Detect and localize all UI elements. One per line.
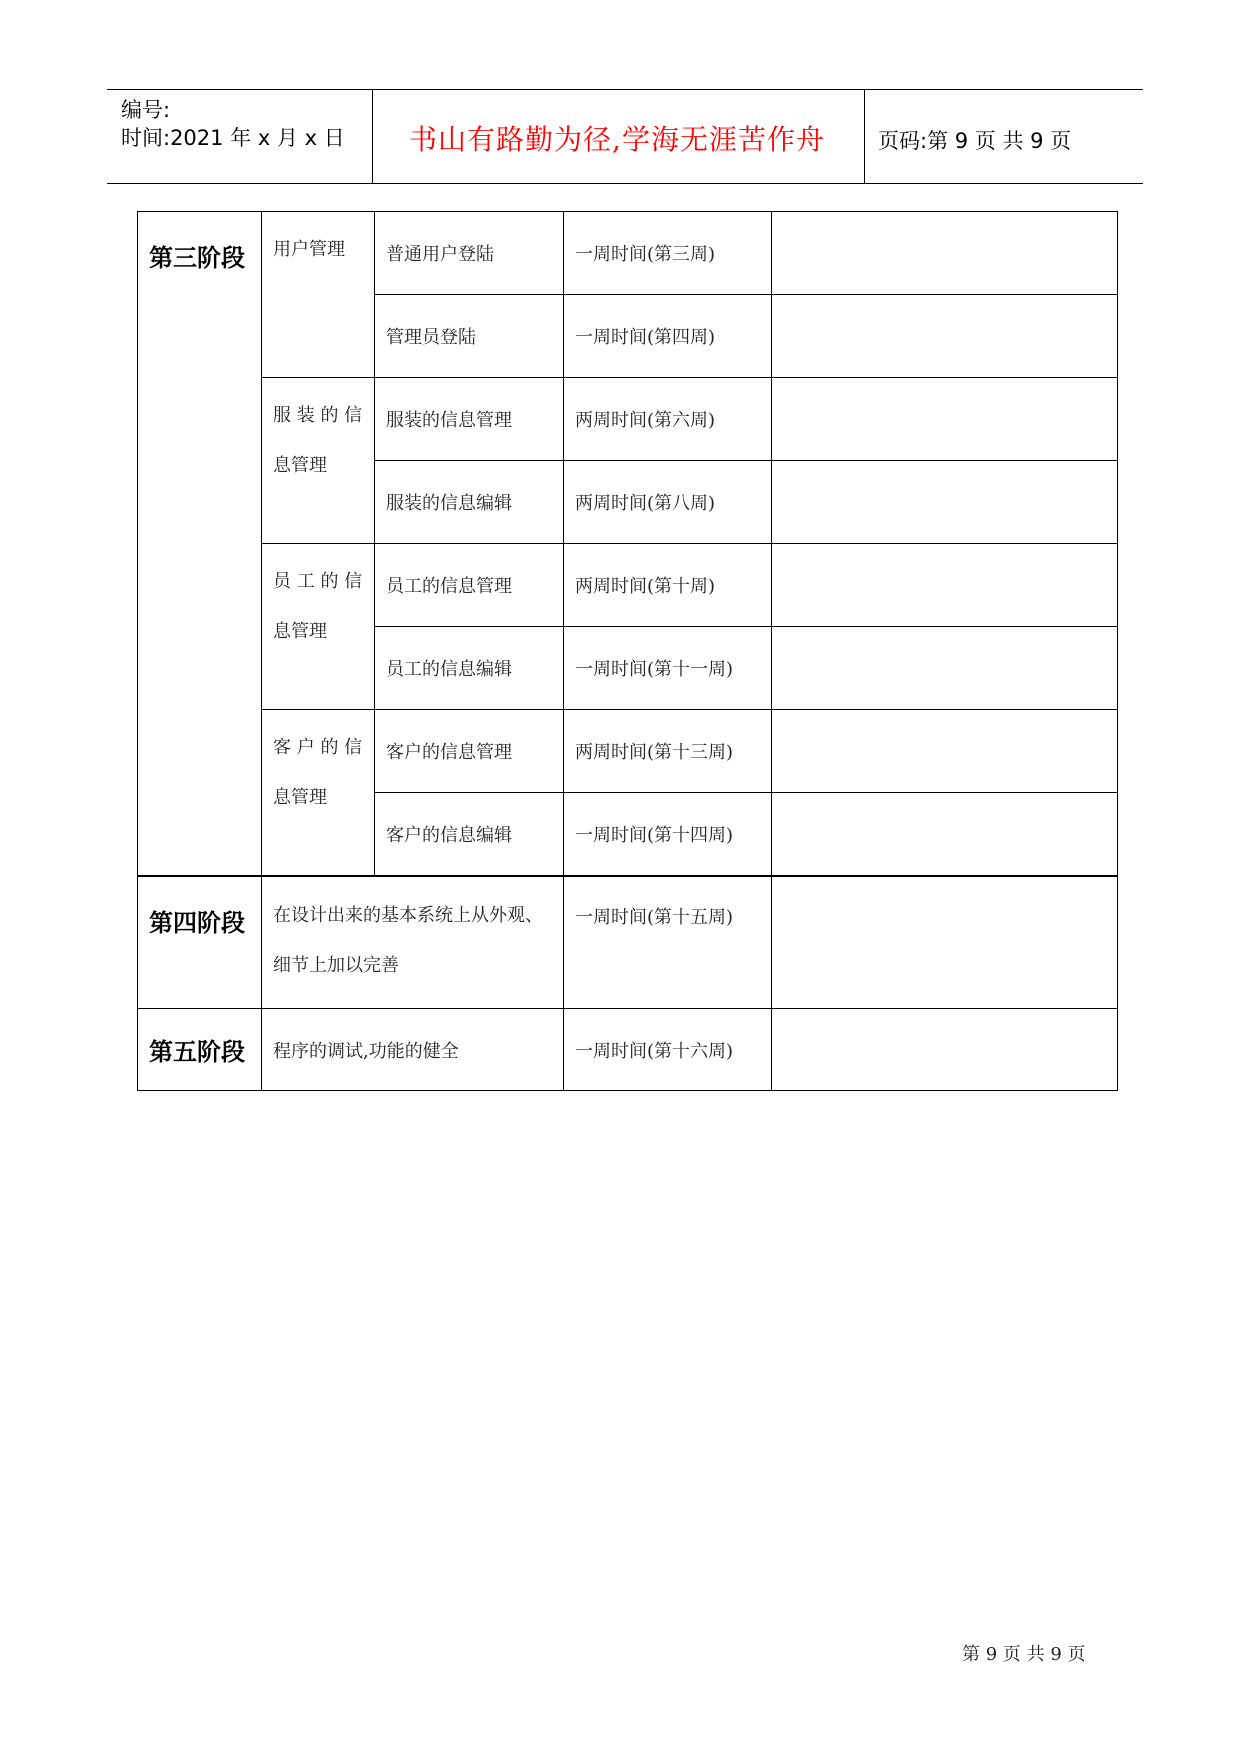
task-time: 两周时间(第十周) (564, 544, 772, 627)
table-row (138, 544, 1118, 627)
time-label: 时间:2021 年 x 月 x 日 (121, 126, 345, 150)
task-name: 员工的信息编辑 (375, 627, 564, 710)
task-time: 两周时间(第十三周) (564, 710, 772, 793)
task-time: 一周时间(第十一周) (564, 627, 772, 710)
schedule-table (137, 211, 1118, 1091)
task-name: 服装的信息编辑 (375, 461, 564, 544)
stage-note (772, 1009, 1118, 1091)
serial-label: 编号: (121, 98, 171, 122)
task-note (772, 710, 1118, 793)
task-time: 一周时间(第十四周) (564, 793, 772, 876)
header-top-rule (107, 89, 1143, 90)
table-row (138, 710, 1118, 793)
task-name: 客户的信息编辑 (375, 793, 564, 876)
task-name: 客户的信息管理 (375, 710, 564, 793)
task-note (772, 793, 1118, 876)
task-name: 员工的信息管理 (375, 544, 564, 627)
task-time: 一周时间(第四周) (564, 295, 772, 378)
task-time: 两周时间(第六周) (564, 378, 772, 461)
stage-description: 程序的调试,功能的健全 (262, 1009, 564, 1091)
task-note (772, 378, 1118, 461)
module-name: 客 户 的 信息管理 (262, 710, 375, 876)
stage-time: 一周时间(第十六周) (564, 1009, 772, 1091)
task-name: 服装的信息管理 (375, 378, 564, 461)
module-name: 用户管理 (262, 212, 375, 378)
module-name: 员 工 的 信息管理 (262, 544, 375, 710)
table-row (138, 378, 1118, 461)
task-name: 普通用户登陆 (375, 212, 564, 295)
stage-note (772, 876, 1118, 1009)
header-motto: 书山有路勤为径,学海无涯苦作舟 (409, 123, 825, 156)
task-time: 两周时间(第八周) (564, 461, 772, 544)
module-name: 服 装 的 信息管理 (262, 378, 375, 544)
page-footer: 第 9 页 共 9 页 (962, 1644, 1086, 1665)
stage-description: 在设计出来的基本系统上从外观、细节上加以完善 (262, 876, 564, 1009)
stage-name: 第五阶段 (138, 1009, 262, 1091)
task-note (772, 544, 1118, 627)
table-row (138, 212, 1118, 295)
task-name: 管理员登陆 (375, 295, 564, 378)
stage-time: 一周时间(第十五周) (564, 876, 772, 1009)
table-row (138, 1009, 1118, 1091)
page-label: 页码:第 9 页 共 9 页 (878, 129, 1072, 153)
task-time: 一周时间(第三周) (564, 212, 772, 295)
task-note (772, 461, 1118, 544)
header-divider-right (864, 90, 865, 183)
task-note (772, 212, 1118, 295)
task-note (772, 627, 1118, 710)
stage-name: 第三阶段 (138, 212, 262, 876)
table-row (138, 876, 1118, 1009)
stage-name: 第四阶段 (138, 876, 262, 1009)
task-note (772, 295, 1118, 378)
header-bottom-rule (107, 183, 1143, 184)
